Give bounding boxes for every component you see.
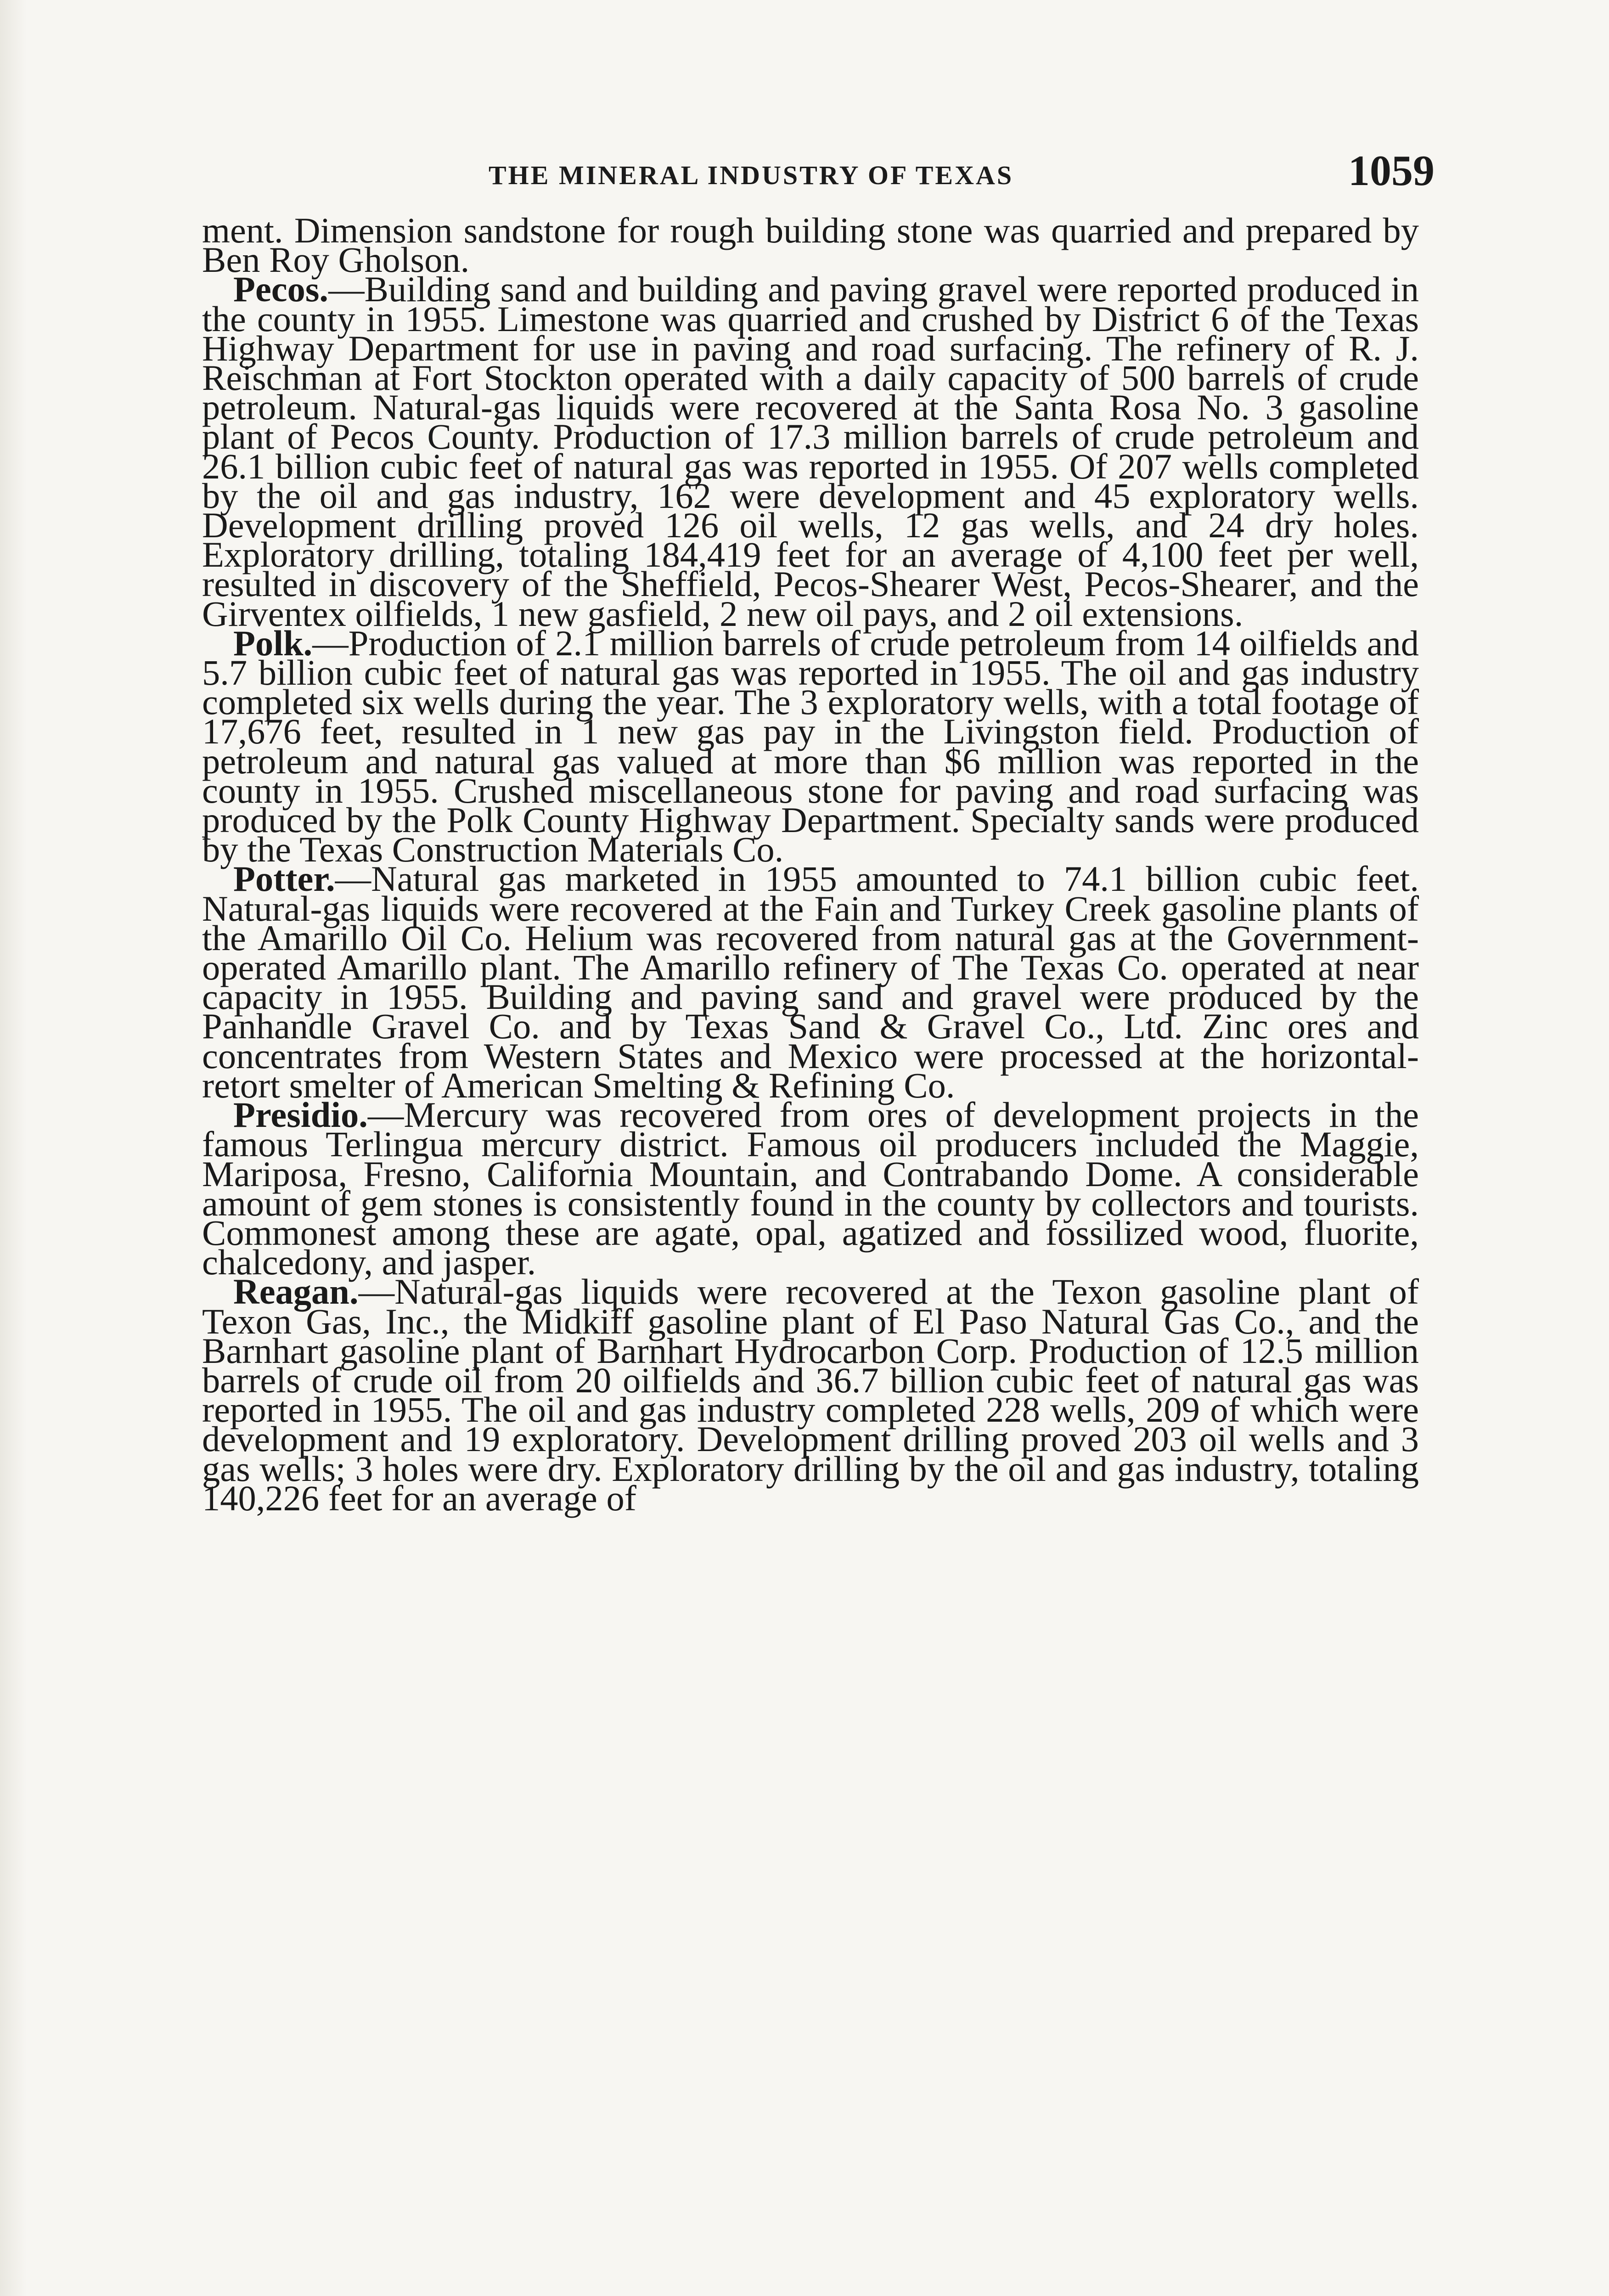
paragraph-continuation: [202, 210, 1419, 280]
county-heading-presidio: Presidio.: [233, 1095, 368, 1135]
paragraph-potter: [202, 859, 1419, 1105]
paragraph-text: —Natural gas marketed in 1955 amounted to 74.1 billion cubic feet. Natural-gas liquids were recovered at the Fain and Turkey Creek gasoline plants of the Amarillo Oil Co. Helium was recovered from natural gas at the Government-operated Amarillo plant. The Amarillo refinery of The Texas Co. operated at near capacity in 1955. Building and paving sand and gravel were produced by the Panhandle Gravel Co. and by Texas Sand & Gravel Co., Ltd. Zinc ores and concentrates from Western States and Mexico were processed at the horizontal-retort smelter of American Smelting & Refining Co.: [202, 859, 1419, 1105]
paragraph-text: —Production of 2.1 million barrels of crude petroleum from 14 oilfields and 5.7 billion cubic feet of natural gas was reported in 1955. The oil and gas industry completed six wells during the year. The 3 exploratory wells, with a total footage of 17,676 feet, resulted in 1 new gas pay in the Livingston field. Production of petroleum and natural gas valued at more than $6 million was reported in the county in 1955. Crushed miscellaneous stone for paving and road surfacing was produced by the Polk County Highway Department. Specialty sands were produced by the Texas Construction Materials Co.: [202, 623, 1419, 870]
body-text: [202, 210, 1419, 1518]
county-heading-reagan: Reagan.: [233, 1272, 359, 1312]
paragraph-text: —Building sand and building and paving gravel were reported produced in the county in 1955. Limestone was quarried and crushed by District 6 of the Texas Highway Department for use in paving and road surfacing. The refinery of R. J. Reischman at Fort Stockton operated with a daily capacity of 500 barrels of crude petroleum. Natural-gas liquids were recovered at the Santa Rosa No. 3 gasoline plant of Pecos County. Production of 17.3 million barrels of crude petroleum and 26.1 billion cubic feet of natural gas was reported in 1955. Of 207 wells completed by the oil and gas industry, 162 were development and 45 exploratory wells. Development drilling proved 126 oil wells, 12 gas wells, and 24 dry holes. Exploratory drilling, totaling 184,419 feet for an average of 4,100 feet per well, resulted in discovery of the Sheffield, Pecos-Shearer West, Pecos-Shearer, and the Girventex oilfields, 1 new gasfield, 2 new oil pays, and 2 oil extensions.: [202, 269, 1419, 634]
page-number: 1059: [1348, 147, 1435, 195]
county-heading-potter: Potter.: [233, 859, 335, 899]
paragraph-polk: [202, 623, 1419, 870]
county-heading-polk: Polk.: [233, 623, 313, 663]
page-header: [489, 146, 1435, 201]
paragraph-text: —Mercury was recovered from ores of development projects in the famous Terlingua mercury district. Famous oil producers included the Maggie, Mariposa, Fresno, California Mountain, and Contrabando Dome. A considerable amount of gem stones is consistently found in the county by collectors and tourists. Commonest among these are agate, opal, agatized and fossilized wood, fluorite, chalcedony, and jasper.: [202, 1095, 1419, 1283]
paragraph-text: ment. Dimension sandstone for rough building stone was quarried and prepared by Ben Roy Gholson.: [202, 210, 1419, 280]
paragraph-reagan: [202, 1272, 1419, 1518]
paragraph-presidio: [202, 1095, 1419, 1283]
scan-left-edge: [0, 0, 27, 2296]
county-heading-pecos: Pecos.: [233, 269, 329, 310]
paragraph-text: —Natural-gas liquids were recovered at the Texon gasoline plant of Texon Gas, Inc., the Midkiff gasoline plant of El Paso Natural Gas Co., and the Barnhart gasoline plant of Barnhart Hydrocarbon Corp. Production of 12.5 million barrels of crude oil from 20 oilfields and 36.7 billion cubic feet of natural gas was reported in 1955. The oil and gas industry completed 228 wells, 209 of which were development and 19 exploratory. Development drilling proved 203 oil wells and 3 gas wells; 3 holes were dry. Exploratory drilling by the oil and gas industry, totaling 140,226 feet for an average of: [202, 1272, 1419, 1518]
paragraph-pecos: [202, 269, 1419, 634]
running-head: THE MINERAL INDUSTRY OF TEXAS: [489, 160, 1014, 190]
